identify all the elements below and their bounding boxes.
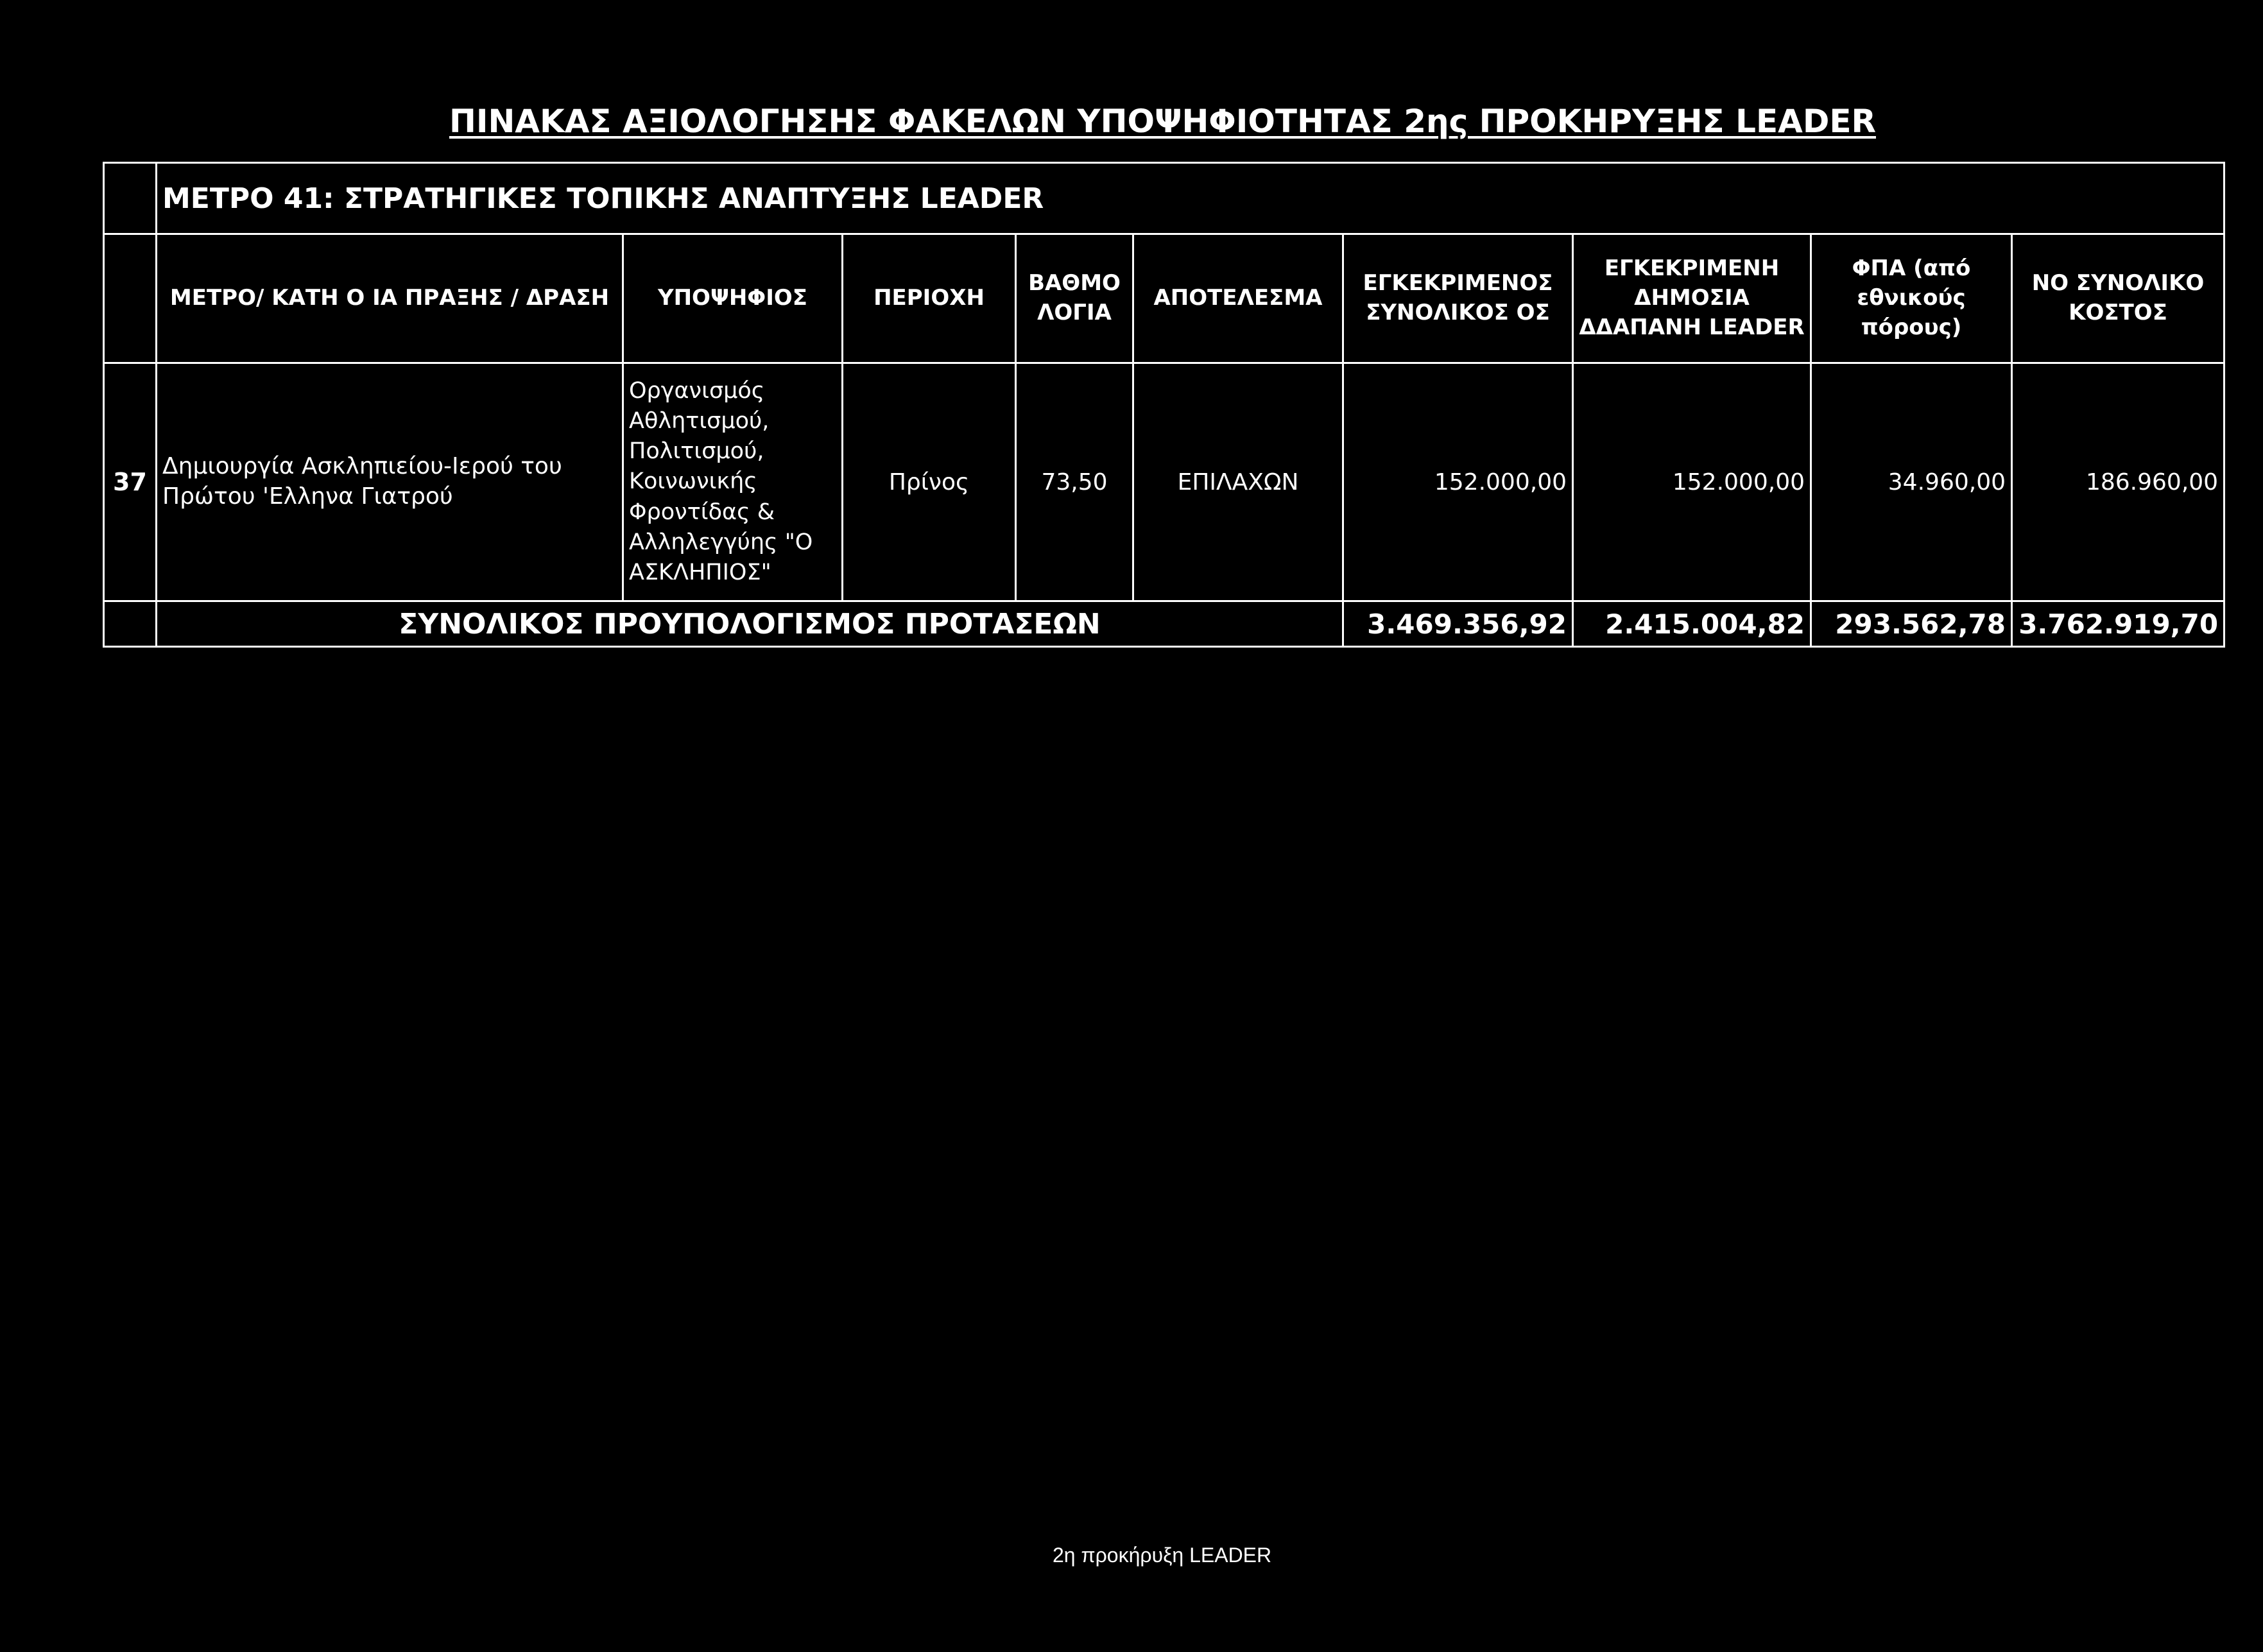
totals-approved-total: 3.469.356,92 — [1343, 601, 1573, 647]
row-approved-total: 152.000,00 — [1343, 363, 1573, 601]
row-number: 37 — [104, 363, 157, 601]
evaluation-table — [103, 162, 2225, 648]
header-total-cost: ΝΟ ΣΥΝΟΛΙΚΟ ΚΟΣΤΟΣ — [2012, 234, 2224, 363]
footer-text: 2η προκήρυξη LEADER — [1053, 1544, 1272, 1567]
totals-vat: 293.562,78 — [1811, 601, 2012, 647]
row-approved-public: 152.000,00 — [1573, 363, 1811, 601]
header-row — [104, 234, 2224, 363]
header-score: ΒΑΘΜΟ ΛΟΓΙΑ — [1016, 234, 1133, 363]
row-vat: 34.960,00 — [1811, 363, 2012, 601]
row-applicant: Οργανισμός Αθλητισμού, Πολιτισμού, Κοινωνικής Φροντίδας & Αλληλεγγύης "Ο ΑΣΚΛΗΠΙΟΣ" — [623, 363, 843, 601]
totals-total-cost: 3.762.919,70 — [2012, 601, 2224, 647]
header-result: ΑΠΟΤΕΛΕΣΜΑ — [1133, 234, 1343, 363]
table-row — [104, 363, 2224, 601]
row-area: Πρίνος — [843, 363, 1016, 601]
totals-blank — [104, 601, 157, 647]
row-result: ΕΠΙΛΑΧΩΝ — [1133, 363, 1343, 601]
header-approved-public: ΕΓΚΕΚΡΙΜΕΝΗ ΔΗΜΟΣΙΑ ΔΔΑΠΑΝΗ LEADER — [1573, 234, 1811, 363]
blank-cell — [104, 163, 157, 234]
document-title: ΠΙΝΑΚΑΣ ΑΞΙΟΛΟΓΗΣΗΣ ΦΑΚΕΛΩΝ ΥΠΟΨΗΦΙΟΤΗΤΑΣ 2ης ΠΡΟΚΗΡΥΞΗΣ LEADER — [449, 103, 1876, 140]
header-action: ΜΕΤΡΟ/ ΚΑΤΗ Ο ΙΑ ΠΡΑΞΗΣ / ΔΡΑΣΗ — [157, 234, 623, 363]
measure-row — [104, 163, 2224, 234]
header-applicant: ΥΠΟΨΗΦΙΟΣ — [623, 234, 843, 363]
measure-title: ΜΕΤΡΟ 41: ΣΤΡΑΤΗΓΙΚΕΣ ΤΟΠΙΚΗΣ ΑΝΑΠΤΥΞΗΣ LEADER — [157, 163, 2224, 234]
totals-label: ΣΥΝΟΛΙΚΟΣ ΠΡΟΥΠΟΛΟΓΙΣΜΟΣ ΠΡΟΤΑΣΕΩΝ — [157, 601, 1343, 647]
header-vat: ΦΠΑ (από εθνικούς πόρους) — [1811, 234, 2012, 363]
header-blank — [104, 234, 157, 363]
row-score: 73,50 — [1016, 363, 1133, 601]
totals-row — [104, 601, 2224, 647]
row-action: Δημιουργία Ασκληπιείου-Ιερού του Πρώτου 'Ελληνα Γιατρού — [157, 363, 623, 601]
totals-approved-public: 2.415.004,82 — [1573, 601, 1811, 647]
row-total-cost: 186.960,00 — [2012, 363, 2224, 601]
header-approved-total: ΕΓΚΕΚΡΙΜΕΝΟΣ ΣΥΝΟΛΙΚΟΣ ΟΣ — [1343, 234, 1573, 363]
header-area: ΠΕΡΙΟΧΗ — [843, 234, 1016, 363]
